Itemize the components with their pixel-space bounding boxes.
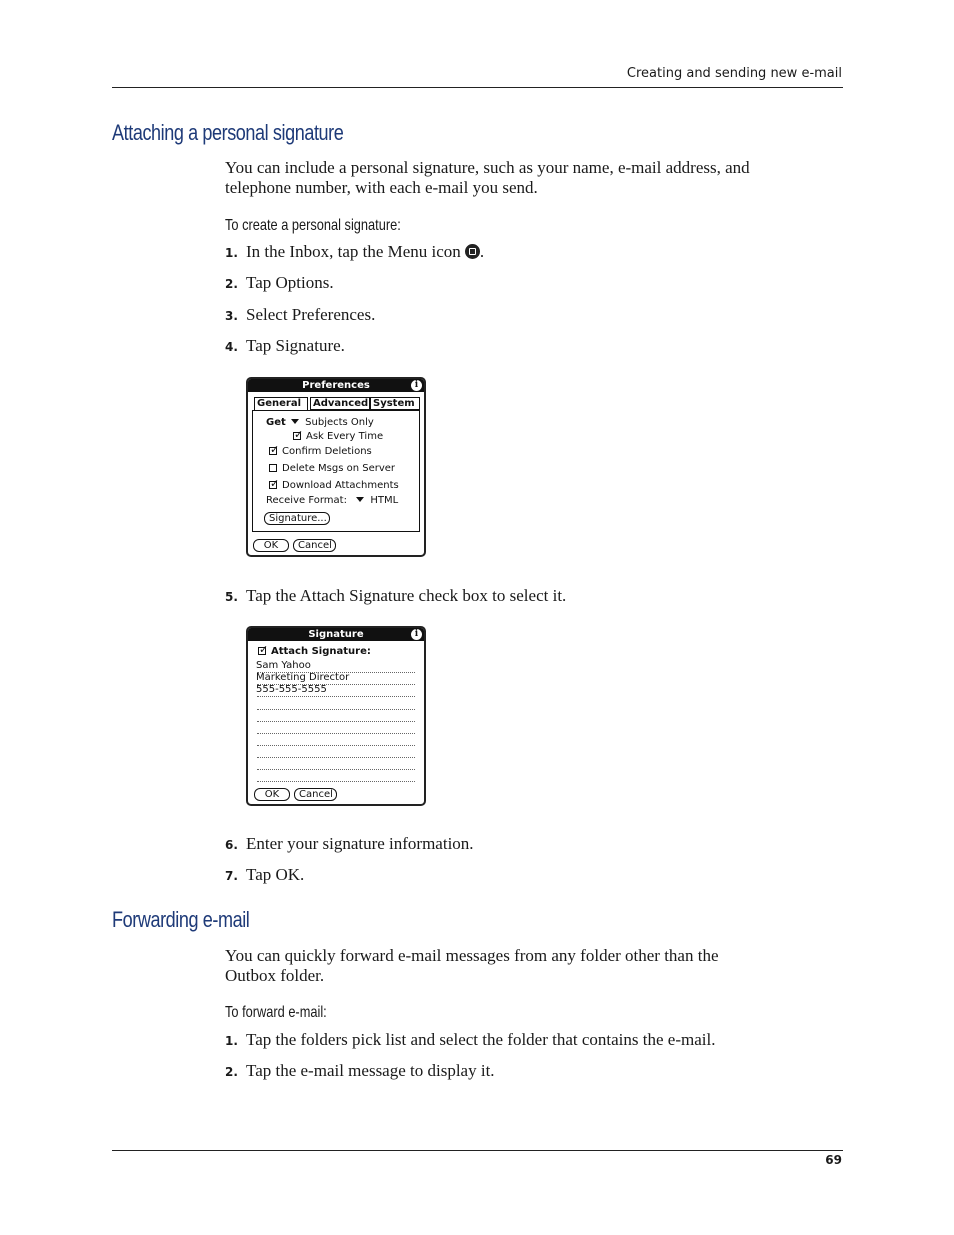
step-7 (225, 865, 304, 885)
step-number: 6. (225, 838, 238, 852)
info-icon[interactable]: i (411, 629, 422, 640)
step-text: Tap the e-mail message to display it. (246, 1061, 495, 1080)
cancel-button[interactable]: Cancel (293, 539, 336, 552)
signature-intro-line-1: You can include a personal signature, such as your name, e-mail address, and (225, 158, 750, 177)
tab-general[interactable]: General (254, 397, 308, 410)
step-text: Tap OK. (246, 865, 305, 884)
step-text: Enter your signature information. (246, 834, 474, 853)
step-1 (225, 242, 484, 262)
step-number: 1. (225, 246, 238, 260)
confirm-deletions-checkbox[interactable] (269, 447, 277, 455)
forwarding-intro-line-1: You can quickly forward e-mail messages from any folder other than the (225, 946, 719, 965)
attach-signature-checkbox[interactable] (258, 647, 266, 655)
receive-format-row (266, 495, 398, 506)
forwarding-intro-line-2: Outbox folder. (225, 966, 325, 985)
signature-title-bar (248, 628, 424, 641)
step-text: Tap the Attach Signature check box to select it. (246, 586, 567, 605)
step-number: 3. (225, 309, 238, 323)
preferences-screenshot (246, 377, 426, 557)
cancel-button[interactable]: Cancel (294, 788, 337, 801)
delete-msgs-row[interactable] (269, 463, 395, 474)
forward-step-1 (225, 1030, 715, 1050)
menu-icon (465, 244, 480, 259)
ask-every-time-checkbox[interactable] (293, 432, 301, 440)
tab-system[interactable]: System (370, 397, 420, 410)
forwarding-intro (225, 946, 825, 986)
signature-ruled-line (257, 781, 415, 782)
signature-ruled-line (257, 684, 415, 685)
get-row (266, 417, 374, 428)
page-number: 69 (825, 1153, 842, 1167)
attach-signature-label: Attach Signature: (271, 646, 371, 657)
step-text: Tap the folders pick list and select the folder that contains the e-mail. (246, 1030, 716, 1049)
signature-button[interactable]: Signature... (264, 512, 330, 525)
ok-button[interactable]: OK (253, 539, 289, 552)
step-number: 2. (225, 277, 238, 291)
general-panel (252, 410, 420, 532)
running-head: Creating and sending new e-mail (626, 66, 842, 81)
header-rule (112, 87, 843, 88)
step-3 (225, 305, 375, 325)
step-number: 7. (225, 869, 238, 883)
forward-step-2 (225, 1061, 495, 1081)
signature-ruled-line (257, 672, 415, 673)
download-attachments-checkbox[interactable] (269, 481, 277, 489)
download-attachments-label: Download Attachments (282, 480, 399, 491)
attach-signature-row[interactable] (258, 646, 371, 657)
tab-advanced[interactable]: Advanced (310, 397, 370, 410)
signature-ruled-line (257, 733, 415, 734)
signature-intro-line-2: telephone number, with each e-mail you send. (225, 178, 538, 197)
signature-ruled-line (257, 721, 415, 722)
step-6 (225, 834, 474, 854)
get-label: Get (266, 417, 286, 428)
step-4 (225, 336, 345, 356)
signature-line-3[interactable]: 555-555-5555 (256, 684, 327, 695)
footer-rule (112, 1150, 843, 1151)
signature-intro (225, 158, 825, 198)
step-text: Tap Signature. (246, 336, 345, 355)
step-5 (225, 586, 566, 606)
ask-every-time-label: Ask Every Time (306, 431, 384, 442)
signature-line-2[interactable]: Marketing Director (256, 672, 350, 683)
signature-ruled-line (257, 769, 415, 770)
section-heading-signature: Attaching a personal signature (112, 120, 344, 145)
dropdown-arrow-icon[interactable] (356, 497, 364, 502)
confirm-deletions-label: Confirm Deletions (282, 446, 372, 457)
info-icon[interactable]: i (411, 380, 422, 391)
step-number: 5. (225, 590, 238, 604)
ok-button[interactable]: OK (254, 788, 290, 801)
signature-ruled-line (257, 709, 415, 710)
signature-title: Signature (308, 629, 364, 640)
procedure-heading-signature: To create a personal signature: (225, 217, 401, 234)
delete-msgs-label: Delete Msgs on Server (282, 463, 396, 474)
confirm-deletions-row[interactable] (269, 446, 372, 457)
ask-every-time-row[interactable] (293, 431, 383, 442)
signature-ruled-line (257, 696, 415, 697)
preferences-title: Preferences (302, 380, 370, 391)
dropdown-arrow-icon[interactable] (291, 419, 299, 424)
delete-msgs-checkbox[interactable] (269, 464, 277, 472)
step-text: In the Inbox, tap the Menu icon (246, 242, 461, 261)
receive-format-value[interactable]: HTML (370, 495, 399, 506)
step-2 (225, 273, 334, 293)
signature-ruled-line (257, 757, 415, 758)
preferences-title-bar (248, 379, 424, 392)
signature-screenshot (246, 626, 426, 806)
signature-ruled-line (257, 745, 415, 746)
receive-format-label: Receive Format: (266, 495, 347, 506)
download-attachments-row[interactable] (269, 480, 399, 491)
step-suffix: . (479, 242, 485, 261)
step-number: 4. (225, 340, 238, 354)
step-text: Tap Options. (246, 273, 334, 292)
step-number: 1. (225, 1034, 238, 1048)
section-heading-forwarding: Forwarding e-mail (112, 907, 250, 932)
step-number: 2. (225, 1065, 238, 1079)
procedure-heading-forwarding: To forward e-mail: (225, 1004, 327, 1021)
signature-line-1[interactable]: Sam Yahoo (256, 660, 311, 671)
get-value[interactable]: Subjects Only (305, 417, 374, 428)
step-text: Select Preferences. (246, 305, 376, 324)
